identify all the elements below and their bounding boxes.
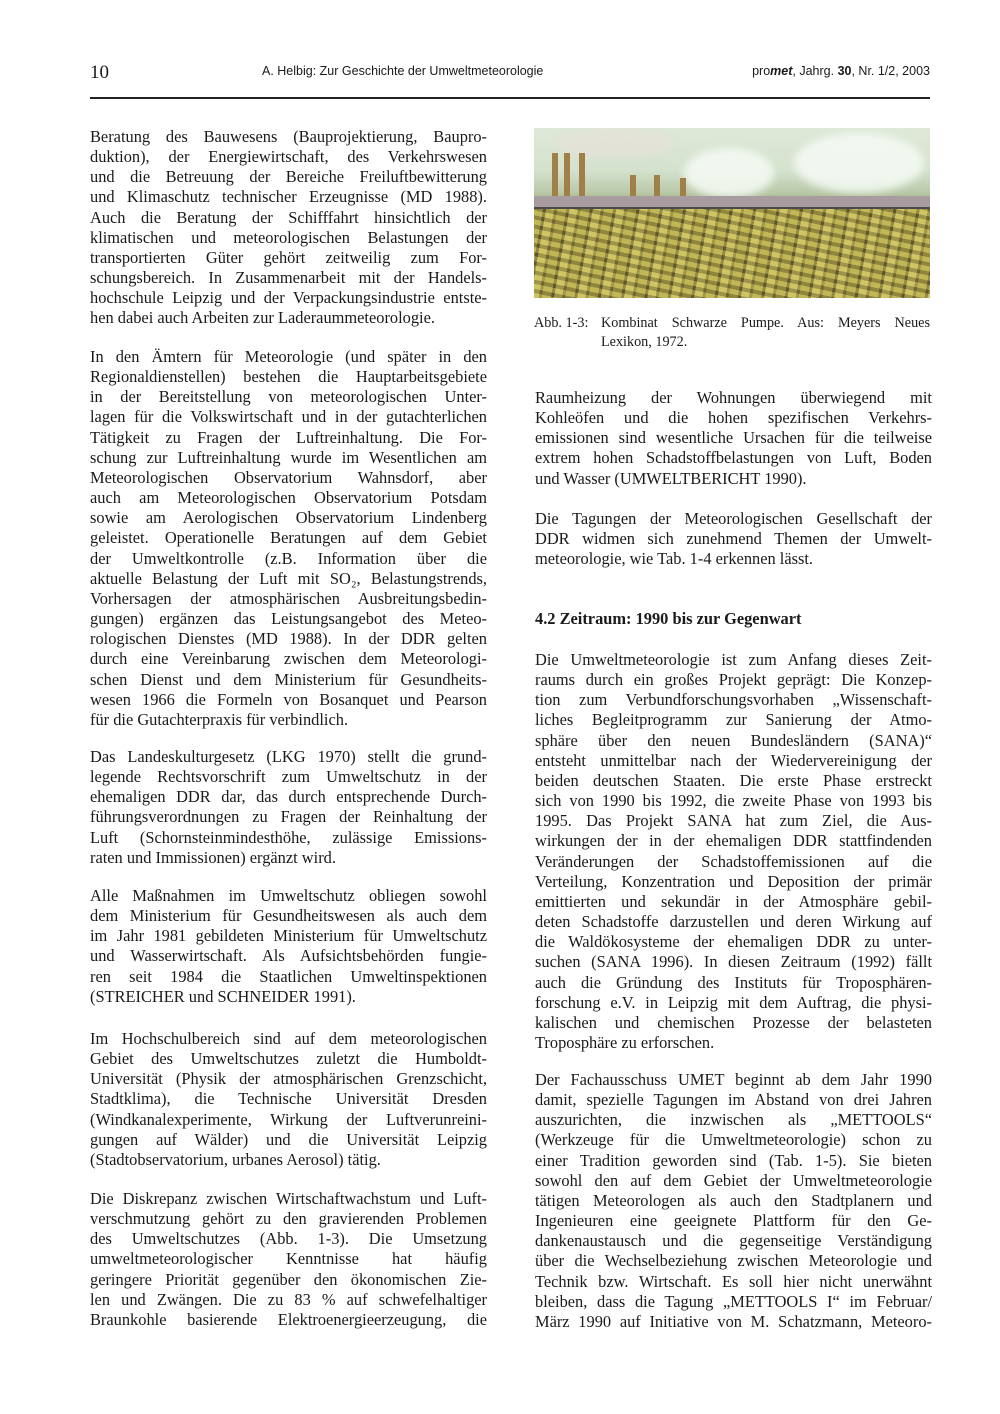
text-line: Luft (Schornsteinmindesthöhe, zulässige Emissions-: [90, 827, 487, 847]
text-line: ren seit 1984 die Staatlichen Umweltinspektionen: [90, 966, 487, 986]
text-line: verschmutzung gehört zu den gravierenden Problemen: [90, 1209, 487, 1229]
text-line: raums durch ein großes Projekt geprägt: Die Konzep-: [535, 670, 932, 690]
text-line: Stadtklima), die Technische Universität Dresden: [90, 1089, 487, 1109]
figure-label: Abb. 1-3:: [534, 315, 589, 331]
text-line: Die Umweltmeteorologie ist zum Anfang dieses Zeit-: [535, 650, 932, 669]
text-line: Alle Maßnahmen im Umweltschutz obliegen sowohl: [90, 886, 487, 905]
text-line: aktuelle Belastung der Luft mit SO₂, Belastungstrends,: [90, 568, 487, 588]
text-line: über die Wechselbeziehung zwischen Meteorologie und: [535, 1251, 932, 1271]
text-line: und Wasser (UMWELTBERICHT 1990).: [535, 468, 807, 488]
text-line: forschung e.V. in Leipzig mit dem Auftrag, die physi-: [535, 992, 932, 1012]
text-line: schungsbereich. In Zusammenarbeit mit der Handels-: [90, 268, 487, 288]
text-line: klimatischen und meteorologischen Belastungen der: [90, 227, 487, 247]
text-line: tion zum Verbundforschungsvorhaben „Wissenschaft-: [535, 690, 932, 710]
text-line: auch am Meteorologischen Observatorium Potsdam: [90, 488, 487, 508]
section-heading: 4.2 Zeitraum: 1990 bis zur Gegenwart: [535, 609, 802, 628]
journal-issue: , Nr. 1/2, 2003: [851, 64, 930, 78]
text-line: Vorhersagen der atmosphärischen Ausbreitungsbedin-: [90, 588, 487, 608]
text-line: dankenaustausch und die gegenseitige Verständigung: [535, 1231, 932, 1251]
text-line: hen dabei auch Arbeiten zur Laderaummeteorologie.: [90, 308, 435, 328]
industrial-ground: [534, 209, 930, 298]
text-line: des Umweltschutzes (Abb. 1-3). Die Umsetzung: [90, 1229, 487, 1249]
left-column-paragraph: [90, 747, 487, 868]
text-line: Auch die Beratung der Schifffahrt hinsichtlich der: [90, 207, 487, 227]
text-line: Veränderungen der Schadstoffemissionen auf die: [535, 851, 932, 871]
text-line: Die Tagungen der Meteorologischen Gesellschaft der: [535, 509, 932, 528]
text-line: rologischen Dienstes (MD 1988). In der DDR gelten: [90, 629, 487, 649]
text-line: im Jahr 1981 gebildeten Ministerium für Umweltschutz: [90, 926, 487, 946]
text-line: bleiben, dass die Tagung „METTOOLS I“ im Februar/: [535, 1291, 932, 1311]
text-line: Gebiet des Umweltschutzes zuletzt die Humboldt-: [90, 1049, 487, 1069]
figure-caption: [534, 314, 930, 351]
text-line: damit, spezielle Tagungen im Abstand von drei Jahren: [535, 1090, 932, 1110]
text-line: auszurichten, die inzwischen als „METTOOLS“: [535, 1110, 932, 1130]
text-line: Universität (Physik der atmosphärischen Grenzschicht,: [90, 1069, 487, 1089]
text-line: sphäre über den neuen Bundesländern (SANA)“: [535, 730, 932, 750]
text-line: dem Ministerium für Gesundheitswesen als auch dem: [90, 906, 487, 926]
text-line: sich von 1990 bis 1992, die zweite Phase von 1993 bis: [535, 791, 932, 811]
text-line: (Stadtobservatorium, urbanes Aerosol) tätig.: [90, 1149, 381, 1169]
text-line: suchen (SANA 1996). In diesen Zeitraum (1992) fällt: [535, 952, 932, 972]
left-column-paragraph: [90, 127, 487, 329]
text-line: In den Ämtern für Meteorologie (und später in den: [90, 347, 487, 366]
text-line: hochschule Leipzig und der Verpackungsindustrie entste-: [90, 288, 487, 308]
text-line: Meteorologischen Observatorium Wahnsdorf, aber: [90, 467, 487, 487]
text-line: Raumheizung der Wohnungen überwiegend mit: [535, 388, 932, 407]
text-line: Das Landeskulturgesetz (LKG 1970) stellt die grund-: [90, 747, 487, 766]
left-column-paragraph: [90, 347, 487, 730]
text-line: DDR widmen sich zunehmend Themen der Umwelt-: [535, 529, 932, 549]
text-line: transportierten Güter gehört zeitweilig zum For-: [90, 247, 487, 267]
text-line: führungsverordnungen zu Fragen der Reinhaltung der: [90, 807, 487, 827]
text-line: extrem hohen Schadstoffbelastungen von Luft, Boden: [535, 448, 932, 468]
text-line: geleistet. Operationelle Beratungen auf dem Gebiet: [90, 528, 487, 548]
text-line: Die Diskrepanz zwischen Wirtschaftwachstum und Luft-: [90, 1189, 487, 1208]
text-line: raten und Immissionen) ergänzt wird.: [90, 847, 336, 867]
journal-reference: [752, 64, 930, 78]
text-line: beiden deutschen Staaten. Die erste Phase erstreckt: [535, 770, 932, 790]
text-line: sowohl den auf dem Gebiet der Umweltmeteorologie: [535, 1170, 932, 1190]
conveyor-band: [534, 196, 930, 209]
header-rule: [90, 97, 930, 99]
text-line: schen Dienst und dem Ministerium für Gesundheits-: [90, 669, 487, 689]
text-line: 1995. Das Projekt SANA hat zum Ziel, die Aus-: [535, 811, 932, 831]
figure-photo-power-plant: [534, 128, 930, 298]
text-line: in der Bereitstellung von meteorologischen Unter-: [90, 387, 487, 407]
text-line: legende Rechtsvorschrift zum Umweltschutz in der: [90, 767, 487, 787]
text-line: sowie am Aerologischen Observatorium Lindenberg: [90, 508, 487, 528]
text-line: Tätigkeit zu Fragen der Luftreinhaltung. Die For-: [90, 427, 487, 447]
text-line: Ingenieuren eine geeignete Plattform für den Ge-: [535, 1211, 932, 1231]
text-line: gungen) ergänzen das Leistungsangebot des Meteo-: [90, 609, 487, 629]
right-column-paragraph: [535, 388, 932, 489]
text-line: Troposphäre zu erforschen.: [535, 1032, 715, 1052]
right-column-paragraph: [535, 650, 932, 1053]
text-line: wirkungen der in der ehemaligen DDR stattfindenden: [535, 831, 932, 851]
left-column-paragraph: [90, 1029, 487, 1170]
text-line: einer Tradition geworden sind (Tab. 1-5). Sie bieten: [535, 1150, 932, 1170]
text-line: und Klimaschutz technischer Erzeugnisse (MD 1988).: [90, 187, 487, 207]
text-line: Technik bzw. Wirtschaft. Es soll hier nicht unerwähnt: [535, 1271, 932, 1291]
text-line: durch eine Vereinbarung zwischen dem Meteorologi-: [90, 649, 487, 669]
text-line: März 1990 auf Initiative von M. Schatzmann, Meteoro-: [535, 1311, 932, 1331]
text-line: len und Zwängen. Die zu 83 % auf schwefelhaltiger: [90, 1289, 487, 1309]
text-line: schung zur Luftreinhaltung wurde im Wesentlichen am: [90, 447, 487, 467]
text-line: liches Begleitprogramm zur Sanierung der Atmo-: [535, 710, 932, 730]
text-line: für die Gutachterpraxis für verbindlich.: [90, 709, 349, 729]
text-line: (STREICHER und SCHNEIDER 1991).: [90, 986, 356, 1006]
journal-name-italic: met: [770, 64, 793, 78]
text-line: wesen 1966 die Formeln von Bosanquet und Pearson: [90, 689, 487, 709]
text-line: Der Fachausschuss UMET beginnt ab dem Jahr 1990: [535, 1070, 932, 1089]
journal-volume: 30: [837, 64, 852, 78]
left-column-paragraph: [90, 1189, 487, 1330]
right-column-paragraph: [535, 1070, 932, 1332]
text-line: und die Betreuung der Bereiche Freiluftbewitterung: [90, 167, 487, 187]
caption-line: Lexikon, 1972.: [601, 333, 688, 350]
right-column-paragraph: [535, 509, 932, 569]
text-line: Beratung des Bauwesens (Bauprojektierung, Baupro-: [90, 127, 487, 146]
text-line: meteorologie, wie Tab. 1-4 erkennen lässt.: [535, 549, 814, 569]
left-column-paragraph: [90, 886, 487, 1007]
text-line: kalischen und chemischen Prozesse der belasteten: [535, 1012, 932, 1032]
text-line: Im Hochschulbereich sind auf dem meteorologischen: [90, 1029, 487, 1048]
text-line: umweltmeteorologischer Kenntnisse hat häufig: [90, 1249, 487, 1269]
text-line: der Umweltkontrolle (z.B. Information über die: [90, 548, 487, 568]
text-line: die Waldökosysteme der ehemaligen DDR zu unter-: [535, 932, 932, 952]
running-title: A. Helbig: Zur Geschichte der Umweltmeteorologie: [262, 64, 544, 78]
text-line: Kohleöfen und die hohen spezifischen Verkehrs-: [535, 408, 932, 428]
text-line: auch die Gründung des Instituts für Troposphären-: [535, 972, 932, 992]
caption-line: Kombinat Schwarze Pumpe. Aus: Meyers Neues: [601, 315, 930, 331]
text-line: ehemaligen DDR dar, das durch entsprechende Durch-: [90, 787, 487, 807]
text-line: lagen für die Volkswirtschaft und in der gutachterlichen: [90, 407, 487, 427]
text-line: duktion), der Energiewirtschaft, des Verkehrswesen: [90, 147, 487, 167]
text-line: (Werkzeuge für die Umweltmeteorologie) schon zu: [535, 1130, 932, 1150]
text-line: emittierten und sekundär in der Atmosphäre gebil-: [535, 891, 932, 911]
text-line: gungen auf Wälder) und die Universität Leipzig: [90, 1129, 487, 1149]
text-line: deten Schadstoffe darzustellen und deren Wirkung auf: [535, 912, 932, 932]
journal-name: pro: [752, 64, 771, 78]
journal-year: , Jahrg.: [792, 64, 838, 78]
text-line: geringere Priorität gegenüber den ökonomischen Zie-: [90, 1269, 487, 1289]
text-line: (Windkanalexperimente, Wirkung der Luftverunreini-: [90, 1109, 487, 1129]
text-line: Braunkohle basierende Elektroenergieerzeugung, die: [90, 1309, 487, 1329]
page-number: 10: [90, 62, 109, 83]
text-line: emissionen sind wesentliche Ursachen für die teilweise: [535, 428, 932, 448]
text-line: Regionaldienstellen) bestehen die Hauptarbeitsgebiete: [90, 367, 487, 387]
text-line: entsteht unmittelbar nach der Wiedervereinigung der: [535, 750, 932, 770]
text-line: Verteilung, Konzentration und Deposition der primär: [535, 871, 932, 891]
text-line: und Wasserwirtschaft. Als Aufsichtsbehörden fungie-: [90, 946, 487, 966]
text-line: tätigen Meteorologen als auch den Stadtplanern und: [535, 1190, 932, 1210]
